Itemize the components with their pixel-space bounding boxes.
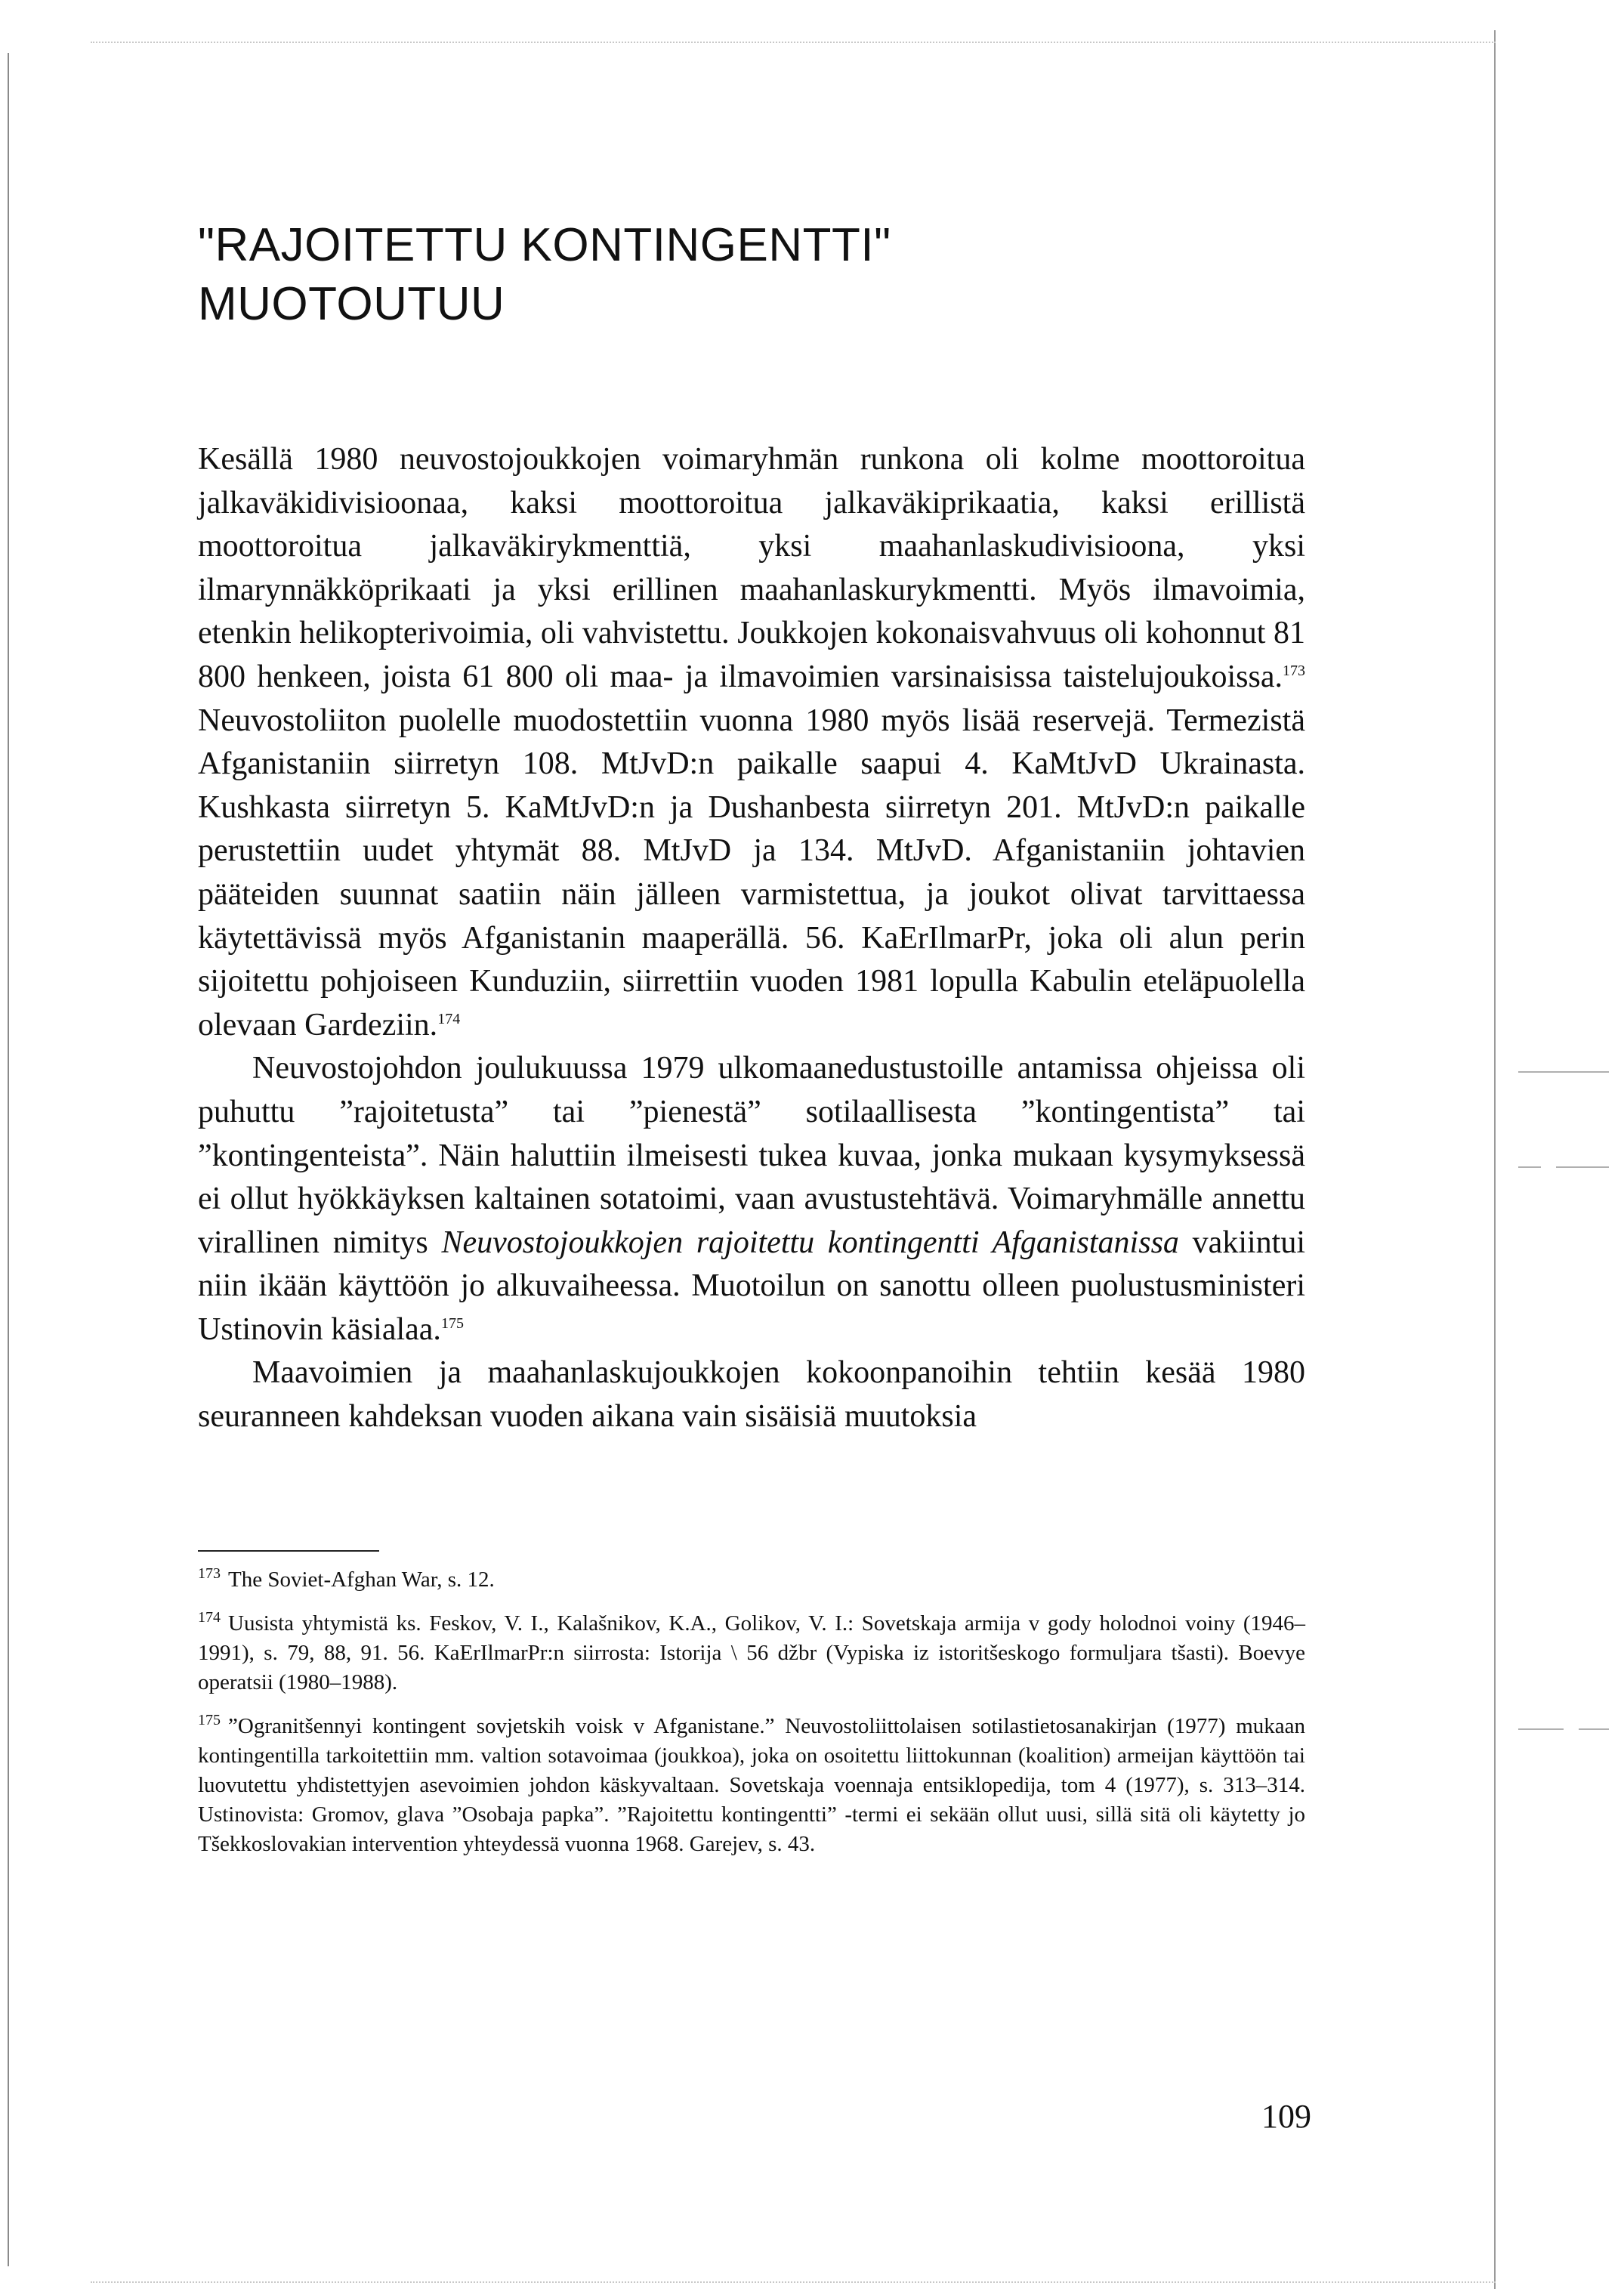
page-number: 109 [1261,2098,1311,2135]
margin-mark [1556,1166,1609,1168]
paragraph [198,438,1305,1047]
footnote-ref: 174 [437,1010,461,1027]
footnote-text: The Soviet-Afghan War, s. 12. [228,1568,495,1592]
paragraph [198,1047,1305,1351]
paragraph-text: Maavoimien ja maahanlaskujoukkojen kokoonpanoihin tehtiin kesää 1980 seuranneen kahdeksan vuoden aikana vain sisäisiä muutoksia [198,1355,1305,1435]
margin-mark [1579,1728,1609,1730]
footnote [198,1565,1305,1595]
chapter-heading-line2: MUOTOUTUU [198,278,505,330]
paragraph-text: Neuvostojohdon joulukuussa 1979 ulkomaanedustustoille antamissa ohjeissa oli puhuttu ”rajoitetusta” tai ”pienestä” sotilaallisesta ”kontingentista” tai ”kontingenteista”. Näin haluttiin ilmeisesti tukea kuvaa, jonka mukaan kysymyksessä ei ollut hyökkäyksen kaltainen sotatoimi, vaan avustustehtävä. Voimaryhmälle annettu virallinen nimitys [198,1051,1305,1260]
paragraph [198,1351,1305,1438]
scan-edge-right [1494,30,1496,2289]
footnote-separator [198,1550,379,1552]
margin-mark [1518,1728,1564,1730]
paragraph-text: Kesällä 1980 neuvostojoukkojen voimaryhmän runkona oli kolme moottoroitua jalkaväkidivisioonaa, kaksi moottoroitua jalkaväkiprikaatia, kaksi erillistä moottoroitua jalkaväkirykmenttiä, yksi maahanlaskudivisioona, yksi ilmarynnäkköprikaati ja yksi erillinen maahanlaskurykmentti. Myös ilmavoimia, etenkin helikopterivoimia, oli vahvistettu. Joukkojen kokonaisvahvuus oli kohonnut 81 800 henkeen, joista 61 800 oli maa- ja ilmavoimien varsinaisissa taistelujoukoissa. [198,442,1305,694]
paragraph-italic: Neuvostojoukkojen rajoitettu kontingentti Afganistanissa [441,1225,1179,1260]
footnote-text: ”Ogranitšennyi kontingent sovjetskih voisk v Afganistane.” Neuvostoliittolaisen sotilastietosanakirjan (1977) mukaan kontingentilla tarkoitettiin mm. valtion sotavoimaa (joukkoa), joka on osoitettu liittokunnan (koalition) armeijan käyttöön tai luovutettu yhdistettyjen asevoimien johdon käskyvaltaan. Sovetskaja voennaja entsiklopedija, tom 4 (1977), s. 313–314. Ustinovista: Gromov, glava ”Osobaja papka”. ”Rajoitettu kontingentti” -termi ei sekään ollut uusi, sillä sitä oli käytetty jo Tšekkoslovakian intervention yhteydessä vuonna 1968. Garejev, s. 43. [198,1714,1305,1856]
margin-mark [1518,1166,1541,1168]
footnotes [198,1565,1305,1873]
footnote [198,1712,1305,1859]
scan-edge-top [91,42,1496,43]
footnote-number: 174 [198,1609,221,1626]
scan-edge-left [8,53,9,2266]
scan-edge-bottom [91,2281,1496,2283]
paragraph-text: Neuvostoliiton puolelle muodostettiin vuonna 1980 myös lisää reservejä. Termezistä Afganistaniin siirretyn 108. MtJvD:n paikalle saapui 4. KaMtJvD Ukrainasta. Kushkasta siirretyn 5. KaMtJvD:n ja Dushanbesta siirretyn 201. MtJvD:n paikalle perustettiin uudet yhtymät 88. MtJvD ja 134. MtJvD. Afganistaniin johtavien pääteiden suunnat saatiin näin jälleen varmistettua, ja joukot olivat tarvittaessa käytettävissä myös Afganistanin maaperällä. 56. KaErIlmarPr, joka oli alun perin sijoitettu pohjoiseen Kunduziin, siirrettiin vuoden 1981 lopulla Kabulin eteläpuolella olevaan Gardeziin. [198,703,1305,1042]
paragraph-text: vakiintui niin ikään käyttöön jo alkuvaiheessa. Muotoilun on sanottu olleen puolustusministeri Ustinovin käsialaa. [198,1225,1305,1347]
footnote-text: Uusista yhtymistä ks. Feskov, V. I., Kalašnikov, K.A., Golikov, V. I.: Sovetskaja armija v gody holodnoi voiny (1946–1991), s. 79, 88, 91. 56. KaErIlmarPr:n siirrosta: Istorija \ 56 džbr (Vypiska iz istoritšeskogo formuljara tšasti). Boevye operatsii (1980–1988). [198,1611,1305,1694]
body-text [198,438,1305,1439]
chapter-heading-line1: "RAJOITETTU KONTINGENTTI" [198,219,891,271]
footnote [198,1609,1305,1697]
footnote-ref: 175 [440,1314,464,1332]
chapter-heading [198,216,1331,334]
margin-mark [1518,1071,1609,1073]
footnote-number: 175 [198,1712,221,1729]
footnote-ref: 173 [1283,662,1305,679]
footnote-number: 173 [198,1565,221,1583]
